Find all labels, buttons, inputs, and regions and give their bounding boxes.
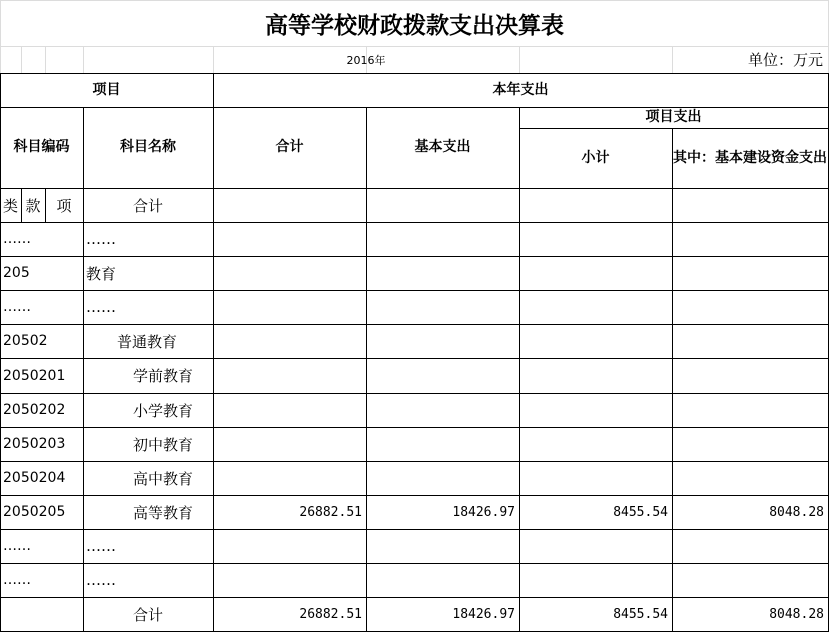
row-subject-name: 普通教育 [117,332,178,351]
report-title: 高等学校财政拨款支出决算表 [265,11,564,39]
row-basic-expense: 18426.97 [452,504,515,520]
row-capital-construction [672,358,828,393]
row-capital-construction [672,324,828,358]
row-subject-name: 初中教育 [133,435,194,454]
row-basic-expense [366,358,519,393]
row-subject-code: 2050201 [3,367,66,384]
row-subject-name: 高等教育 [133,503,194,522]
row-basic-expense [366,563,519,597]
header-subject-name: 科目名称 [120,139,176,155]
row-subject-name: 教育 [86,264,117,283]
row-subject-name: 小学教育 [133,401,194,420]
row-subject-code: …… [3,231,31,247]
row-capital-construction [672,461,828,495]
total-row-total: 26882.51 [299,606,362,622]
row-basic-expense [366,393,519,427]
row-capital-construction [672,427,828,461]
grid-line [83,46,84,73]
row-subject-name: 学前教育 [133,367,194,385]
row-capital-construction [672,393,828,427]
row-basic-expense [366,290,519,324]
row-subtotal [519,563,672,597]
row-subtotal [519,222,672,256]
row-subject-code: 2050204 [3,470,66,486]
header-current-year-expense: 本年支出 [492,81,549,98]
total-row-label: 合计 [133,605,164,624]
row-basic-expense [366,324,519,358]
row-subject-name: 高中教育 [133,469,194,488]
row-capital-construction: 8048.28 [769,504,824,520]
row-total [213,461,366,495]
report-unit: 单位：万元 [747,51,823,69]
row-subject-code: …… [3,538,31,554]
row-subtotal [519,393,672,427]
grid-line [45,46,46,73]
table-border [0,631,829,632]
row-basic-expense [366,256,519,290]
total-row-capital-construction: 8048.28 [769,606,824,622]
header-item-expense: 项目支出 [645,109,702,125]
row-total [213,256,366,290]
row-total [213,563,366,597]
row-subject-code: 2050202 [3,402,66,418]
row-basic-expense [366,461,519,495]
row-subject-code: 205 [3,265,30,281]
total-row-subtotal: 8455.54 [613,606,668,622]
row-total [213,222,366,256]
col-kuan: 款 [25,196,41,215]
row-subject-name: …… [86,230,116,248]
header-total: 合计 [275,139,304,155]
row-capital-construction [672,529,828,563]
row-subtotal [519,529,672,563]
row-capital-construction [672,256,828,290]
row-total [213,427,366,461]
row-subject-code: 2050205 [3,504,66,520]
header-subtotal: 小计 [581,149,610,166]
grid-line [21,46,22,73]
row-basic-expense [366,222,519,256]
row-subtotal [519,358,672,393]
row-subtotal [519,290,672,324]
header-basic-expense: 基本支出 [414,139,471,155]
row-subject-name: …… [86,537,116,555]
row-capital-construction [672,290,828,324]
row-subject-code: 2050203 [3,436,66,452]
row-total: 26882.51 [299,504,362,520]
row-total [213,290,366,324]
row-subtotal [519,461,672,495]
header-subject-code: 科目编码 [13,139,70,155]
report-year: 2016年 [346,53,386,67]
header-capital-construction: 其中：基本建设资金支出 [673,149,827,166]
row-subject-code: 20502 [3,333,48,349]
row-capital-construction [672,222,828,256]
row-total [213,529,366,563]
row-basic-expense [366,427,519,461]
row-basic-expense [366,529,519,563]
row-subject-code: …… [3,299,31,315]
header-item: 项目 [92,81,121,98]
row-capital-construction [672,563,828,597]
row-subject-name: …… [86,571,116,589]
col-total-label: 合计 [132,196,163,215]
row-subject-code: …… [3,572,31,588]
total-row-basic-expense: 18426.97 [452,606,515,622]
row-subtotal [519,427,672,461]
row-total [213,393,366,427]
col-lei: 类 [2,196,18,215]
row-subtotal [519,324,672,358]
col-xiang: 项 [56,196,72,215]
row-subtotal [519,256,672,290]
row-subject-name: …… [86,298,116,316]
row-total [213,358,366,393]
row-subtotal: 8455.54 [613,504,668,520]
row-total [213,324,366,358]
